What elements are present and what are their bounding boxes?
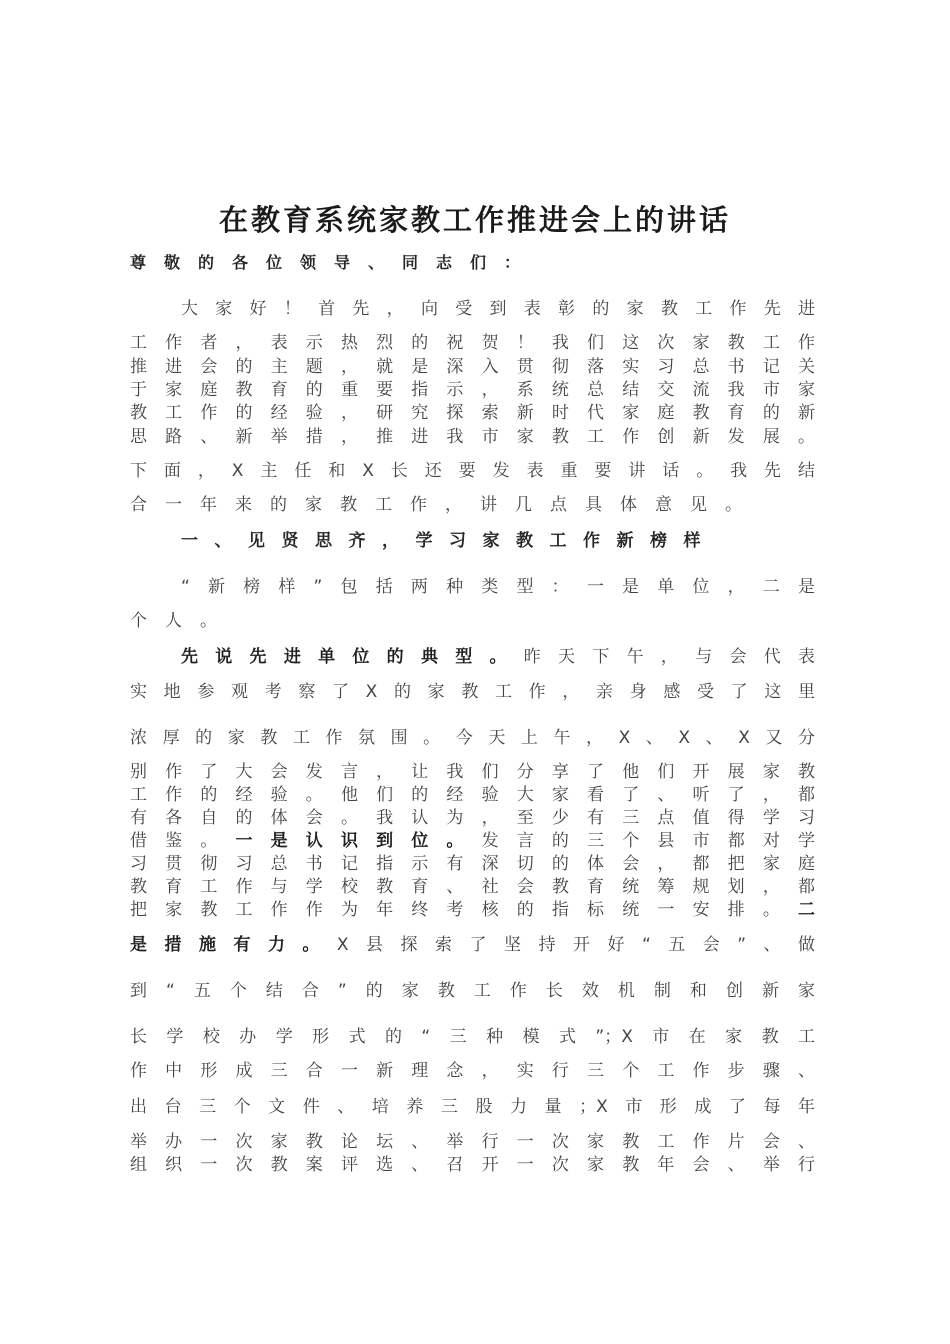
line-text: 昨天下午，与会代表 <box>523 647 816 667</box>
greeting: 尊敬的各位领导、同志们： <box>130 253 539 272</box>
paragraph-line: 作中形成三合一新理念，实行三个工作步骤、 <box>130 1061 815 1081</box>
paragraph-line: 于家庭教育的重要指示，系统总结交流我市家 <box>130 380 815 400</box>
paragraph-line: 长学校办学形式的“三种模式”；X市在家教工 <box>130 1027 815 1047</box>
paragraph-line: 推进会的主题，就是深入贯彻落实习总书记关 <box>130 357 815 377</box>
paragraph-line: 工作的经验。他们的经验大家看了、听了，都 <box>130 785 815 805</box>
line-text: 把家教工作作为年终考核的指标统一安排。 <box>130 900 798 920</box>
paragraph-line: 合一年来的家教工作，讲几点具体意见。 <box>130 495 760 515</box>
paragraph-line <box>130 829 815 853</box>
paragraph-line: “新榜样”包括两种类型：一是单位，二是 <box>181 577 815 597</box>
section-heading: 一、见贤思齐，学习家教工作新榜样 <box>181 531 717 551</box>
emphasis-text: 是措施有力。 <box>130 935 337 955</box>
paragraph-line: 举办一次家教论坛、举行一次家教工作片会、 <box>130 1132 815 1152</box>
paragraph-line: 有各自的体会。我认为，至少有三点值得学习 <box>130 808 815 828</box>
paragraph-line: 到“五个结合”的家教工作长效机制和创新家 <box>130 981 815 1001</box>
emphasis-text: 先说先进单位的典型。 <box>181 647 524 667</box>
line-text: X县探索了坚持开好“五会”、做 <box>336 935 815 955</box>
paragraph-line: 出台三个文件、培养三股力量；X市形成了每年 <box>130 1097 815 1117</box>
paragraph-line: 工作者，表示热烈的祝贺！我们这次家教工作 <box>130 333 815 353</box>
paragraph-line: 教育工作与学校教育、社会教育统筹规划，都 <box>130 877 815 897</box>
paragraph-line <box>181 645 815 669</box>
paragraph-line: 大家好！首先，向受到表彰的家教工作先进 <box>181 299 815 319</box>
paragraph-line <box>130 933 815 957</box>
paragraph-line: 下面，X主任和X长还要发表重要讲话。我先结 <box>130 461 815 481</box>
emphasis-text: 二 <box>798 900 815 920</box>
emphasis-text: 一是认识到位。 <box>235 831 482 851</box>
paragraph-line: 思路、新举措，推进我市家教工作创新发展。 <box>130 427 815 447</box>
paragraph-line: 浓厚的家教工作氛围。今天上午，X、X、X又分 <box>130 728 815 748</box>
document-title: 在教育系统家教工作推进会上的讲话 <box>218 203 731 237</box>
paragraph-line: 个人。 <box>130 611 235 631</box>
line-text: 发言的三个县市都对学 <box>481 831 816 851</box>
paragraph-line: 组织一次教案评选、召开一次家教年会、举行 <box>130 1155 815 1175</box>
line-text: 借鉴。 <box>130 831 236 851</box>
paragraph-line: 教工作的经验，研究探索新时代家庭教育的新 <box>130 403 815 423</box>
paragraph-line: 别作了大会发言，让我们分享了他们开展家教 <box>130 762 815 782</box>
paragraph-line: 实地参观考察了X的家教工作，亲身感受了这里 <box>130 682 815 702</box>
paragraph-line: 习贯彻习总书记指示有深切的体会，都把家庭 <box>130 854 815 874</box>
paragraph-line <box>130 898 815 922</box>
